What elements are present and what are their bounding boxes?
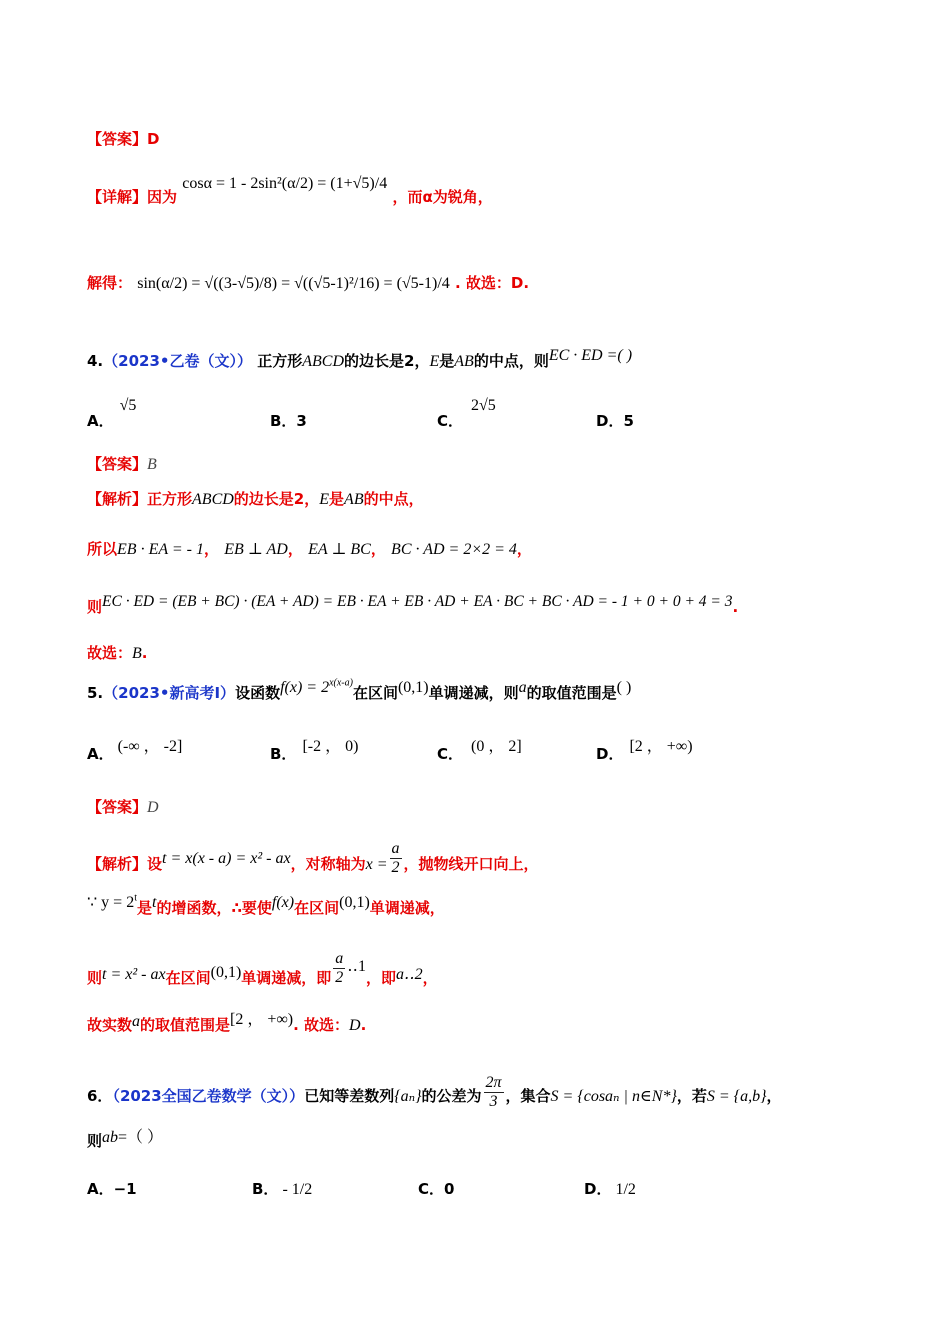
q5-analysis-math: D — [349, 1017, 361, 1034]
q4-answer-label: 【答案】 — [87, 455, 148, 473]
q5-analysis-math: t = x² - ax — [102, 966, 166, 983]
q6-stem — [87, 1074, 782, 1115]
q5-analysis-text: 是 — [136, 899, 152, 917]
q4-analysis-math: ABCD — [192, 491, 234, 508]
q4-analysis-4 — [87, 642, 148, 663]
q5-option-b-label: B． — [270, 745, 297, 763]
q5-analysis-math: [2 ， +∞) — [230, 1011, 294, 1028]
q6-stem-math: S = {cosaₙ | n∈N*} — [550, 1088, 677, 1105]
q5-analysis-text: 的取值范围是 — [140, 1016, 231, 1034]
q6-option-a-value: −1 — [113, 1180, 137, 1198]
q4-option-d: D．5 — [596, 412, 634, 430]
q3-detail-suffix: ，而α为锐角， — [392, 188, 493, 206]
q6-stem-math: =（ ） — [118, 1129, 164, 1146]
q5-option-a-label: A． — [87, 745, 114, 763]
q5-stem-math: (0,1) — [397, 679, 429, 696]
q5-analysis-text: 单调递减， — [369, 899, 445, 917]
q4-answer-value: B — [147, 456, 157, 473]
q5-analysis-text: 则 — [87, 969, 103, 987]
q5-stem-text: 单调递减，则 — [428, 684, 519, 702]
q3-detail — [87, 175, 493, 207]
q5-stem-math: a — [518, 679, 527, 696]
q5-answer-label: 【答案】 — [87, 798, 148, 816]
q5-analysis-frac-den: 2 — [335, 969, 344, 986]
q4-analysis-text: 故选： — [87, 644, 133, 662]
q4-analysis-text: 的中点， — [363, 490, 424, 508]
q6-option-d-value: 1/2 — [615, 1181, 636, 1198]
q4-analysis-math: EC · ED = (EB + BC) · (EA + AD) = EB · EA + EB · AD + EA · BC + BC · AD = - 1 + 0 + 0 + 4 = 3 — [102, 593, 733, 610]
q4-analysis-math: AB — [344, 491, 364, 508]
q4-stem-text: 的边长是2， — [344, 352, 430, 370]
q4-option-c — [437, 397, 496, 431]
q4-option-a — [87, 397, 137, 431]
q6-stem-text: 则 — [87, 1132, 103, 1150]
q4-analysis-text: . — [141, 644, 148, 662]
q6-stem-math: ab — [102, 1129, 119, 1146]
q5-number: 5. — [87, 684, 104, 702]
q5-option-d-label: D． — [596, 745, 624, 763]
q5-analysis-text: ，对称轴为 — [290, 855, 366, 873]
q6-option-a-label: A． — [87, 1180, 114, 1198]
q5-analysis-math: a — [132, 1013, 141, 1030]
q5-analysis-math: ‥1 — [347, 958, 366, 975]
q4-analysis-math: E — [319, 491, 330, 508]
q3-solve-formula: sin(α/2) = √((3-√5)/8) = √((√5-1)²/16) = (√5-1)/4 — [137, 275, 450, 292]
q3-solve-prefix: 解得： — [87, 274, 133, 292]
q6-option-c — [418, 1178, 454, 1199]
q5-answer — [87, 796, 159, 817]
q5-option-c-value: (0 ， 2] — [471, 738, 522, 755]
q5-analysis-text: ，即 — [365, 969, 396, 987]
q5-option-c — [437, 738, 522, 764]
q5-analysis-text: 在区间 — [294, 899, 340, 917]
q6-stem-frac-den: 3 — [489, 1093, 498, 1110]
q6-stem-math: {aₙ} — [394, 1088, 422, 1105]
q3-answer: 【答案】D — [87, 130, 160, 148]
q6-option-b-value: - 1/2 — [282, 1181, 313, 1198]
q4-stem-math: EC · ED =( ) — [548, 347, 633, 364]
q4-analysis-math: B — [132, 645, 142, 662]
q5-stem-text: 在区间 — [352, 684, 398, 702]
q5-analysis-2 — [87, 892, 445, 918]
q4-analysis-2: 所以EB · EA = - 1， EB ⊥ AD， EA ⊥ BC， BC · AD = 2×2 = 4， — [87, 540, 532, 558]
q5-analysis-text: . 故选： — [293, 1016, 350, 1034]
q4-source: （2023•乙卷（文）） — [103, 352, 252, 370]
q4-stem-text: 的中点，则 — [473, 352, 549, 370]
q6-option-d-label: D． — [584, 1180, 612, 1198]
q5-stem-math: f(x) = 2 — [280, 679, 330, 696]
q3-solve-suffix: . 故选：D. — [455, 274, 530, 292]
q4-option-b: B．3 — [270, 412, 307, 430]
q5-analysis-frac-den: 2 — [391, 859, 400, 876]
q6-stem-text: ，若 — [676, 1087, 707, 1105]
q5-option-a — [87, 738, 183, 764]
q4-option-c-label: C． — [437, 412, 464, 430]
q5-analysis-sup: t — [134, 892, 137, 904]
q4-analysis-math: EA ⊥ BC — [308, 541, 371, 558]
q5-option-b — [270, 738, 359, 764]
q4-analysis-text: 【解析】正方形 — [87, 490, 193, 508]
q6-option-c-value: 0 — [444, 1180, 455, 1198]
q4-analysis-math: EB ⊥ AD — [224, 541, 288, 558]
q5-analysis-math: ∵ y = 2 — [87, 894, 135, 911]
q4-stem-text: 是 — [439, 352, 455, 370]
q5-analysis-text: . — [360, 1016, 367, 1034]
q5-analysis-4 — [87, 1012, 366, 1035]
q4-number: 4. — [87, 352, 104, 370]
q5-analysis-math: x = — [365, 856, 388, 873]
q3-detail-formula: cosα = 1 - 2sin²(α/2) = (1+√5)/4 — [182, 175, 388, 192]
q6-option-b — [252, 1178, 313, 1199]
q6-stem-text: 已知等差数列 — [304, 1087, 395, 1105]
q6-stem-math: S = {a,b} — [706, 1088, 767, 1105]
q5-analysis-text: 故实数 — [87, 1016, 133, 1034]
q4-analysis-text: 是 — [329, 490, 345, 508]
q5-analysis-text: 【解析】设 — [87, 855, 163, 873]
q3-detail-prefix: 【详解】因为 — [87, 188, 178, 206]
q5-analysis-math: a‥2 — [395, 966, 423, 983]
q6-stem-text: 的公差为 — [421, 1087, 482, 1105]
q6-stem-frac-num: 2π — [485, 1074, 502, 1091]
q5-option-b-value: [-2 ， 0) — [302, 738, 359, 755]
q5-analysis-math: t — [152, 894, 157, 911]
q6-source: （2023全国乙卷数学（文）） — [112, 1087, 305, 1105]
q5-analysis-math: t = x(x - a) = x² - ax — [162, 850, 291, 867]
q5-option-d-value: [2 ， +∞) — [629, 738, 693, 755]
q5-stem-math: ( ) — [616, 679, 632, 696]
q5-source: （2023•新高考Ⅰ） — [103, 684, 236, 702]
q4-analysis-text: 则 — [87, 598, 103, 616]
q4-option-c-value: 2√5 — [471, 397, 496, 414]
q4-stem-math: E — [429, 353, 440, 370]
q5-analysis-frac-num: a — [391, 840, 400, 857]
q5-answer-value: D — [147, 799, 159, 816]
q4-analysis-text: 所以 — [87, 540, 118, 558]
q5-option-d — [596, 738, 693, 764]
q4-stem-math: AB — [454, 353, 474, 370]
q6-option-b-label: B． — [252, 1180, 279, 1198]
q4-stem-math: ABCD — [302, 353, 345, 370]
q5-analysis-text: 的增函数，∴要使 — [156, 899, 272, 917]
q5-stem-text: 的取值范围是 — [526, 684, 617, 702]
q6-stem-text: ， — [766, 1087, 782, 1105]
q5-analysis-text: ，抛物线开口向上， — [403, 855, 539, 873]
q5-analysis-math: (0,1) — [339, 894, 370, 911]
q5-option-a-value: (-∞ ， -2] — [117, 738, 183, 755]
q5-analysis-math: f(x) — [271, 894, 295, 911]
q6-option-a — [87, 1178, 137, 1199]
q5-stem-sup: x(x-a) — [329, 677, 353, 689]
q5-analysis-math: (0,1) — [210, 964, 242, 981]
q3-solve — [87, 272, 529, 293]
q4-analysis-math: EB · EA = - 1 — [117, 541, 204, 558]
q5-analysis-text: 在区间 — [165, 969, 211, 987]
q4-analysis-math: BC · AD = 2×2 = 4 — [391, 541, 517, 558]
q5-analysis-frac-num: a — [335, 950, 344, 967]
q4-option-a-label: A． — [87, 412, 114, 430]
q4-stem-text: 正方形 — [257, 352, 303, 370]
q4-analysis-text: 的边长是2， — [233, 490, 320, 508]
q6-stem-2 — [87, 1128, 163, 1151]
q4-stem — [87, 347, 633, 371]
q6-stem-text: ，集合 — [505, 1087, 551, 1105]
q5-analysis-text: ， — [422, 969, 438, 987]
q6-option-d — [584, 1178, 636, 1199]
q5-option-c-label: C． — [437, 745, 464, 763]
q5-stem — [87, 677, 632, 703]
q6-option-c-label: C． — [418, 1180, 445, 1198]
q6-number: 6． — [87, 1087, 113, 1105]
q5-stem-text: 设函数 — [235, 684, 281, 702]
q4-answer — [87, 453, 157, 474]
q4-analysis-1 — [87, 488, 424, 509]
q5-analysis-3 — [87, 950, 438, 997]
q5-analysis-text: 单调递减，即 — [241, 969, 332, 987]
q4-analysis-3: 则EC · ED = (EB + BC) · (EA + AD) = EB · EA + EB · AD + EA · BC + BC · AD = - 1 + 0 + 0 + 4 = 3. — [87, 593, 739, 616]
q4-option-a-value: √5 — [119, 397, 137, 414]
q5-analysis-1 — [87, 840, 539, 883]
